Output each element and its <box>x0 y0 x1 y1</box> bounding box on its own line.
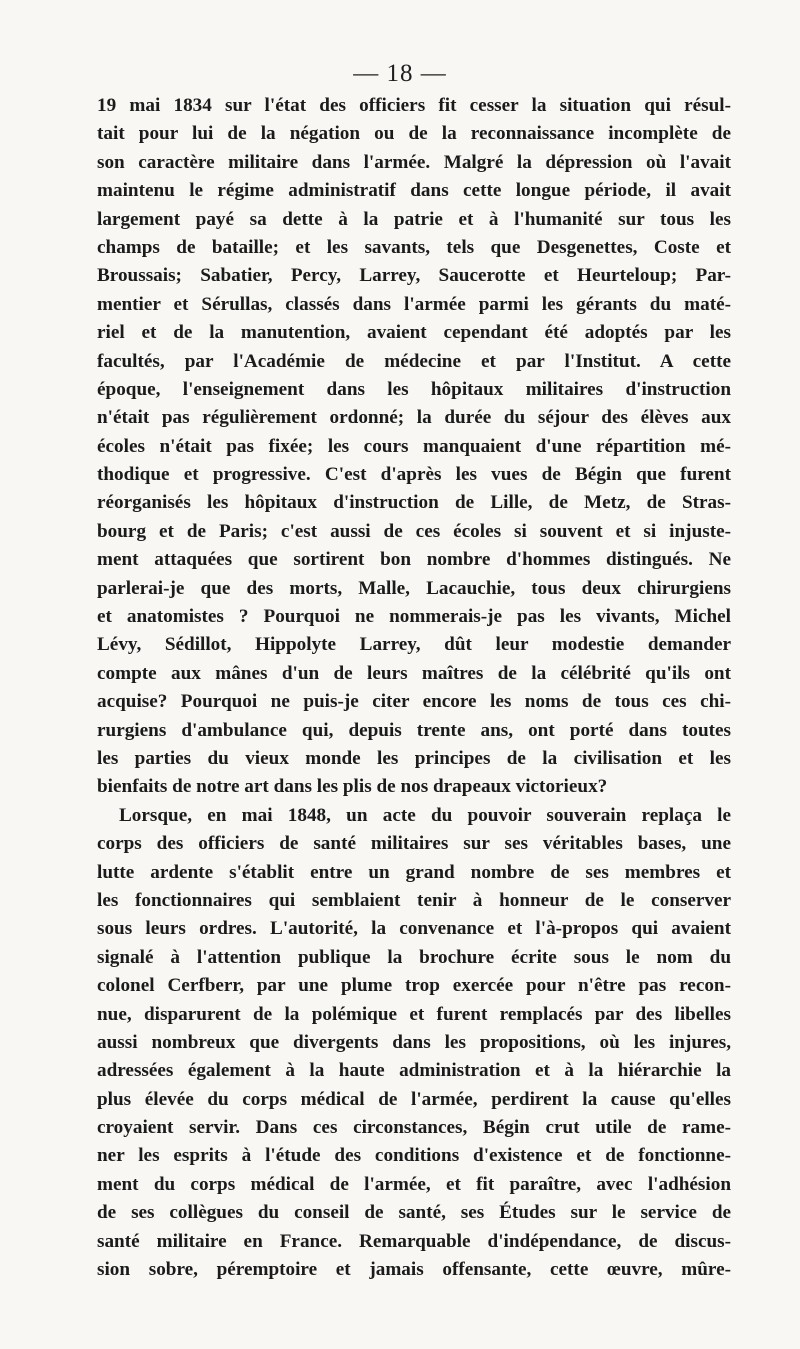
text-line: Lévy, Sédillot, Hippolyte Larrey, dût leur modestie demander <box>97 634 731 656</box>
text-line: de ses collègues du conseil de santé, ses Études sur le service de <box>97 1202 731 1224</box>
text-line: corps des officiers de santé militaires sur ses véritables bases, une <box>97 833 731 855</box>
text-line: bourg et de Paris; c'est aussi de ces écoles si souvent et si injuste- <box>97 520 731 542</box>
text-line: tait pour lui de la négation ou de la reconnaissance incomplète de <box>97 123 731 145</box>
text-line: lutte ardente s'établit entre un grand nombre de ses membres et <box>97 861 731 883</box>
text-line: santé militaire en France. Remarquable d'indépendance, de discus- <box>97 1230 731 1252</box>
text-line: compte aux mânes d'un de leurs maîtres de la célébrité qu'ils ont <box>97 662 731 684</box>
text-line: nue, disparurent de la polémique et furent remplacés par des libelles <box>97 1003 731 1025</box>
text-line: largement payé sa dette à la patrie et à l'humanité sur tous les <box>97 208 731 230</box>
text-line: 19 mai 1834 sur l'état des officiers fit cesser la situation qui résul- <box>97 95 731 116</box>
text-line: aussi nombreux que divergents dans les propositions, où les injures, <box>97 1031 731 1053</box>
text-line: réorganisés les hôpitaux d'instruction de Lille, de Metz, de Stras- <box>97 492 731 514</box>
text-line: les parties du vieux monde les principes de la civilisation et les <box>97 747 731 769</box>
text-line: bienfaits de notre art dans les plis de nos drapeaux victorieux? <box>97 776 608 798</box>
text-line: ner les esprits à l'étude des conditions d'existence et de fonctionne- <box>97 1145 731 1167</box>
text-line: champs de bataille; et les savants, tels que Desgenettes, Coste et <box>97 236 731 258</box>
text-line: croyaient servir. Dans ces circonstances, Bégin crut utile de rame- <box>97 1117 731 1139</box>
text-line: rurgiens d'ambulance qui, depuis trente ans, ont porté dans toutes <box>97 719 731 741</box>
text-line: riel et de la manutention, avaient cependant été adoptés par les <box>97 322 731 344</box>
text-line: Broussais; Sabatier, Percy, Larrey, Saucerotte et Heurteloup; Par- <box>97 265 731 287</box>
text-line: parlerai-je que des morts, Malle, Lacauchie, tous deux chirurgiens <box>97 577 731 599</box>
text-line: signalé à l'attention publique la brochure écrite sous le nom du <box>97 946 731 968</box>
text-line: écoles n'était pas fixée; les cours manquaient d'une répartition mé- <box>97 435 731 457</box>
text-line: acquise? Pourquoi ne puis-je citer encore les noms de tous ces chi- <box>97 691 731 713</box>
text-line: et anatomistes ? Pourquoi ne nommerais-je pas les vivants, Michel <box>97 606 731 628</box>
text-line: les fonctionnaires qui semblaient tenir à honneur de le conserver <box>97 889 731 911</box>
page-number-header: — 18 — <box>353 60 447 87</box>
text-line: ment attaquées que sortirent bon nombre d'hommes distingués. Ne <box>97 549 731 571</box>
text-line: son caractère militaire dans l'armée. Malgré la dépression où l'avait <box>97 151 731 173</box>
body-text <box>97 92 731 1284</box>
text-line: colonel Cerfberr, par une plume trop exercée pour n'être pas recon- <box>97 975 731 997</box>
text-line: ment du corps médical de l'armée, et fit paraître, avec l'adhésion <box>97 1173 731 1195</box>
text-line: sion sobre, péremptoire et jamais offensante, cette œuvre, mûre- <box>97 1259 731 1281</box>
paragraph-1 <box>97 92 731 802</box>
text-line: sous leurs ordres. L'autorité, la convenance et l'à-propos qui avaient <box>97 918 731 940</box>
text-line: plus élevée du corps médical de l'armée, perdirent la cause qu'elles <box>97 1088 731 1110</box>
text-line: mentier et Sérullas, classés dans l'armée parmi les gérants du maté- <box>97 293 731 315</box>
text-line: Lorsque, en mai 1848, un acte du pouvoir souverain replaça le <box>119 804 731 826</box>
text-line: époque, l'enseignement dans les hôpitaux militaires d'instruction <box>97 378 731 400</box>
text-line: facultés, par l'Académie de médecine et par l'Institut. A cette <box>97 350 731 372</box>
text-line: thodique et progressive. C'est d'après les vues de Bégin que furent <box>97 464 731 486</box>
text-line: n'était pas régulièrement ordonné; la durée du séjour des élèves aux <box>97 407 731 429</box>
text-line: maintenu le régime administratif dans cette longue période, il avait <box>97 180 731 202</box>
text-line: adressées également à la haute administration et à la hiérarchie la <box>97 1060 731 1082</box>
paragraph-2 <box>97 802 731 1285</box>
